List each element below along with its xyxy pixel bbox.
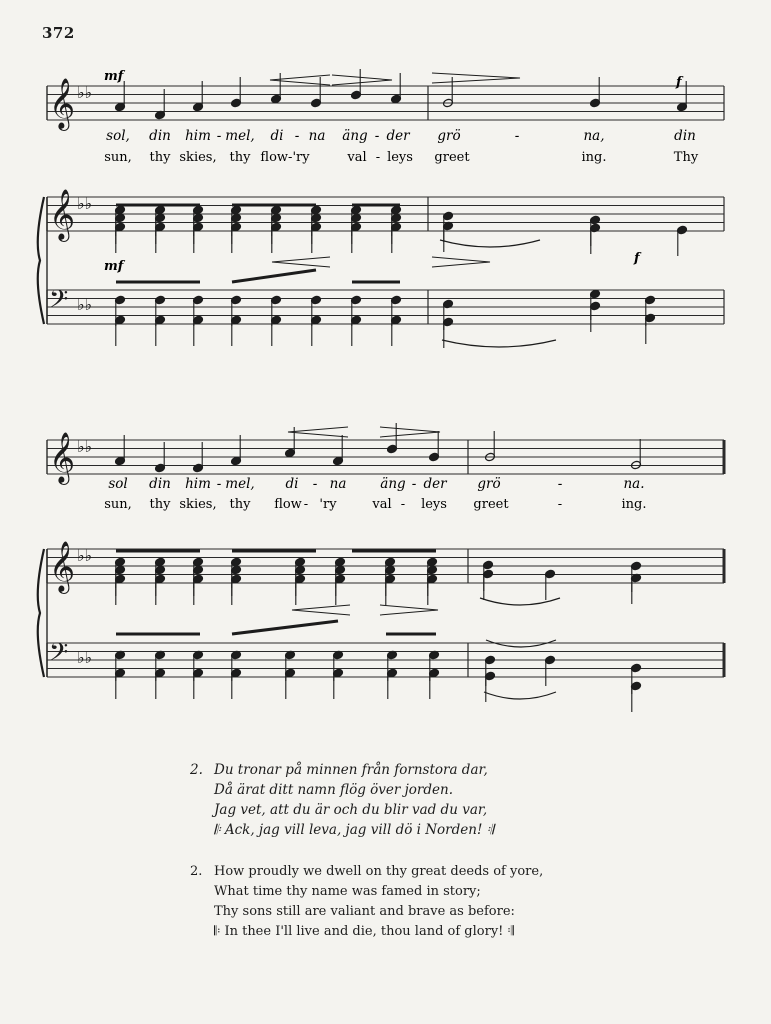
lyric-syllable: - (557, 476, 563, 492)
note-icon (155, 89, 166, 120)
note-icon (631, 681, 642, 712)
lyric-syllable: - (312, 476, 318, 492)
lyric-syllable: - (294, 128, 300, 144)
note-icon (590, 301, 601, 332)
note-icon (677, 225, 688, 256)
slur-icon (484, 692, 556, 699)
note-icon (385, 574, 396, 605)
verse-number: 2. (190, 762, 203, 778)
lyric-syllable: 'ry (319, 497, 337, 512)
note-icon (391, 73, 402, 104)
note-icon (311, 222, 322, 253)
lyric-syllable: grö (477, 476, 501, 492)
note-icon (231, 315, 242, 346)
lyric-syllable: greet (473, 497, 509, 512)
lyric-syllable: Thy (673, 150, 699, 165)
slur-icon (442, 340, 556, 347)
key-signature-icon: ♭♭ (77, 194, 93, 213)
lyric-syllable: na. (623, 476, 645, 492)
note-icon (391, 315, 402, 346)
bass-clef-icon: 𝄢 (49, 285, 69, 320)
lyric-syllable: - (411, 476, 417, 492)
lyric-syllable: leys (387, 150, 413, 165)
note-icon (271, 73, 282, 104)
slur-icon (480, 598, 560, 605)
note-icon (231, 668, 242, 699)
staff-voice (47, 78, 724, 131)
crescendo-icon (272, 257, 330, 267)
note-icon (311, 77, 322, 108)
treble-clef-icon: 𝄞 (49, 189, 76, 240)
lyric-syllable: thy (149, 150, 171, 165)
key-signature-icon: ♭♭ (77, 295, 93, 314)
key-signature-icon: ♭♭ (77, 648, 93, 667)
lyric-syllable: - (514, 128, 520, 144)
lyric-syllable: val (347, 150, 367, 165)
lyric-syllable: mel, (225, 476, 255, 492)
key-signature-icon: ♭♭ (77, 83, 93, 102)
lyric-syllable: - (400, 497, 406, 512)
verses (190, 760, 610, 964)
decrescendo-icon (332, 75, 392, 85)
lyric-syllable: - (375, 150, 381, 165)
note-icon (429, 431, 440, 462)
note-icon (285, 668, 296, 699)
lyric-syllable: sun, (104, 150, 132, 165)
notes (115, 69, 688, 712)
verse-english (190, 862, 610, 942)
brace-icon (38, 549, 44, 677)
lyric-syllable: flow-'ry (260, 150, 310, 165)
note-icon (231, 574, 242, 605)
brace-icon (38, 197, 44, 324)
dynamic-f-piano: f (634, 251, 640, 266)
lyric-syllable: - (216, 128, 222, 144)
lyric-syllable: äng (380, 476, 406, 492)
lyric-syllable: der (423, 476, 447, 492)
verse-line: Jag vet, att du är och du blir vad du var, (214, 802, 488, 818)
decrescendo-icon (432, 73, 520, 83)
note-icon (155, 315, 166, 346)
verse-swedish (190, 760, 610, 840)
lyric-syllable: - (216, 476, 222, 492)
lyric-syllable: skies, (179, 497, 217, 512)
note-icon (193, 222, 204, 253)
lyric-syllable: - (374, 128, 380, 144)
treble-clef-icon: 𝄞 (49, 78, 76, 129)
lyric-syllable: him (185, 128, 211, 144)
note-icon (115, 668, 126, 699)
dynamic-f-voice: f (676, 75, 682, 90)
dynamic-mf-piano: mf (104, 259, 124, 274)
staff-lh (47, 638, 724, 677)
dynamic-mf-voice: mf (104, 69, 124, 84)
note-icon (155, 668, 166, 699)
note-icon (351, 315, 362, 346)
note-icon (483, 569, 494, 600)
lyric-syllable: din (149, 476, 171, 492)
note-icon (193, 315, 204, 346)
staff-lh (47, 285, 724, 324)
lyric-syllable: äng (342, 128, 368, 144)
note-icon (645, 313, 656, 344)
note-icon (351, 69, 362, 100)
key-signature-icon: ♭♭ (77, 546, 93, 565)
note-icon (271, 222, 282, 253)
note-icon (391, 222, 402, 253)
lyric-syllable: ing. (621, 497, 647, 512)
verse-line: Thy sons still are valiant and brave as before: (214, 904, 515, 919)
note-icon (231, 222, 242, 253)
key-signature-icon: ♭♭ (77, 437, 93, 456)
note-icon (590, 77, 601, 108)
crescendo-icon (270, 75, 330, 85)
note-icon (193, 574, 204, 605)
verse-line: 2. How proudly we dwell on thy great deeds of yore, (190, 862, 610, 882)
staff-lines (38, 78, 724, 677)
note-icon (271, 315, 282, 346)
note-icon (485, 671, 496, 702)
note-icon (115, 315, 126, 346)
lyric-syllable: din (149, 128, 171, 144)
lyric-syllable: thy (229, 150, 251, 165)
lyric-syllable: thy (149, 497, 171, 512)
note-icon (335, 574, 346, 605)
note-icon (387, 668, 398, 699)
verse-line: 𝄆 Ack, jag vill leva, jag vill dö i Norden! 𝄇 (214, 822, 494, 838)
lyric-syllable: ing. (581, 150, 607, 165)
lyric-syllable: din (674, 128, 696, 144)
lyric-syllable: grö (437, 128, 461, 144)
note-icon (115, 574, 126, 605)
lyric-syllable: di (270, 128, 284, 144)
lyric-syllable: - (303, 497, 309, 512)
lyric-syllable: flow (274, 497, 302, 512)
staff-rh (47, 189, 724, 242)
lyric-syllable: him (185, 476, 211, 492)
lyric-syllable: sol, (106, 128, 130, 144)
note-icon (155, 574, 166, 605)
beam-icon (232, 270, 316, 282)
note-icon (443, 221, 454, 252)
slur-icon (440, 240, 540, 247)
decrescendo-icon (432, 257, 490, 267)
crescendo-icon (288, 427, 348, 437)
lyric-syllable: sun, (104, 497, 132, 512)
verse-number: 2. (190, 864, 203, 879)
note-icon (155, 222, 166, 253)
lyric-syllable: greet (434, 150, 470, 165)
lyric-syllable: skies, (179, 150, 217, 165)
lyric-syllable: val (372, 497, 392, 512)
treble-clef-icon: 𝄞 (49, 541, 76, 592)
note-icon (545, 569, 556, 600)
lyric-syllable: na (308, 128, 326, 144)
lyric-syllable: na, (583, 128, 605, 144)
verse-line: Då ärat ditt namn flög över jorden. (214, 782, 453, 798)
decrescendo-icon (380, 427, 440, 437)
verse-line: 2. Du tronar på minnen från fornstora dar, (190, 762, 488, 778)
crescendo-icon (292, 605, 350, 615)
note-icon (429, 668, 440, 699)
lyric-syllable: leys (421, 497, 447, 512)
lyric-syllable: der (386, 128, 410, 144)
lyric-syllable: di (285, 476, 299, 492)
note-icon (193, 668, 204, 699)
note-icon (427, 574, 438, 605)
verse-line: 𝄆 In thee I'll live and die, thou land of glory! 𝄇 (214, 924, 514, 939)
lyric-syllable: na (329, 476, 347, 492)
note-icon (311, 315, 322, 346)
verse-line: What time thy name was famed in story; (214, 884, 481, 899)
note-icon (351, 222, 362, 253)
lyric-syllable: mel, (225, 128, 255, 144)
lyric-syllable: sol (108, 476, 128, 492)
lyric-syllable: thy (229, 497, 251, 512)
note-icon (231, 77, 242, 108)
note-icon (631, 573, 642, 604)
note-icon (333, 668, 344, 699)
note-icon (115, 222, 126, 253)
note-icon (590, 223, 601, 254)
note-icon (295, 574, 306, 605)
note-icon (545, 655, 556, 686)
beam-icon (232, 621, 338, 634)
decrescendo-icon (380, 605, 438, 615)
lyric-syllable: - (557, 497, 563, 512)
treble-clef-icon: 𝄞 (49, 432, 76, 483)
note-icon (443, 317, 454, 348)
bass-clef-icon: 𝄢 (49, 638, 69, 673)
page-number: 372 (42, 24, 75, 42)
